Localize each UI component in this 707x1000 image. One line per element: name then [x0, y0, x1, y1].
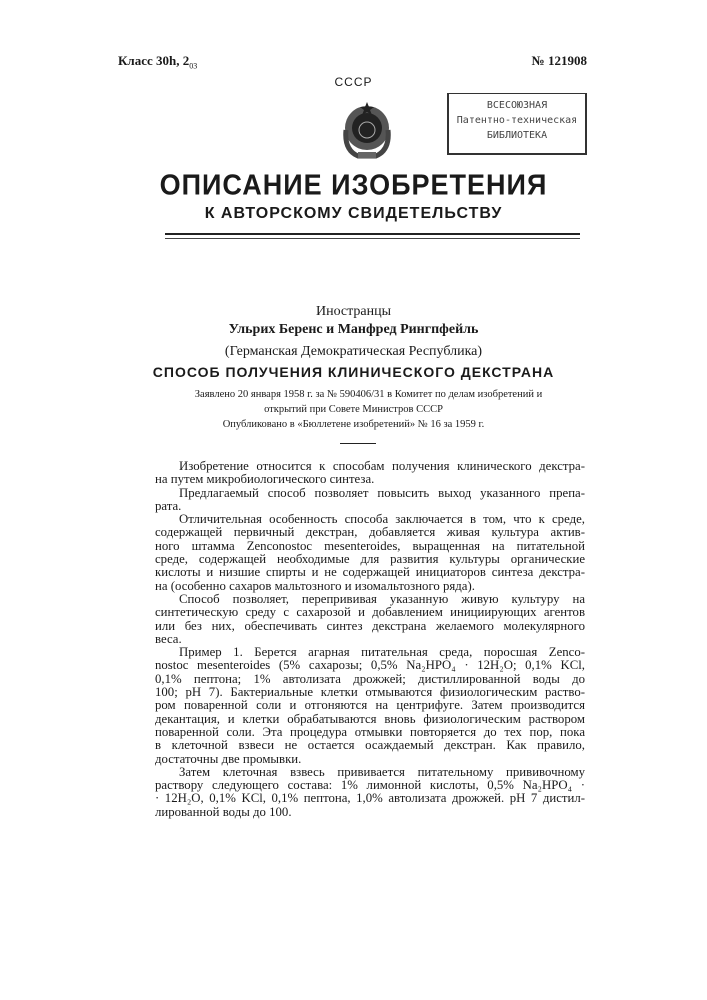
text-line: Отличительная особенность способа заключается в том, что к среде,: [155, 513, 585, 526]
paragraph: [155, 593, 585, 646]
text-line: среде, содержащей необходимые для развития культуры органические: [155, 553, 585, 566]
text-line: Способ позволяет, перепрививая указанную живую культуру на: [155, 593, 585, 606]
text-line: Затем клеточная взвесь прививается питательному прививочному: [155, 766, 585, 779]
authors-label: Иностранцы: [0, 304, 707, 320]
filing-info: открытий при Совете Министров СССР: [0, 404, 707, 415]
paragraph: [155, 766, 585, 819]
description-body: [155, 460, 585, 819]
text-line: раствору следующего состава: 1% лимонной кислоты, 0,5% Na₂HPO₄ ·: [155, 779, 585, 792]
stamp-line: ВСЕСОЮЗНАЯ: [449, 98, 585, 113]
stamp-line: Патентно-техническая: [449, 113, 585, 128]
author-names: Ульрих Беренс и Манфред Рингпфейль: [0, 322, 707, 338]
paragraph: [155, 487, 585, 514]
section-divider: [340, 443, 376, 444]
text-line: или без них, обеспечивать синтез декстрана желаемого молекулярного: [155, 620, 585, 633]
filing-info: Заявлено 20 января 1958 г. за № 590406/31 в Комитет по делам изобретений и: [0, 389, 707, 400]
text-line: ром поваренной соли и отгоняются на центрифуге. Затем производится: [155, 699, 585, 712]
class-label: [118, 53, 197, 71]
publication-info: Опубликовано в «Бюллетене изобретений» № 16 за 1959 г.: [0, 419, 707, 430]
country-label: СССР: [0, 75, 707, 89]
document-subtitle: К АВТОРСКОМУ СВИДЕТЕЛЬСТВУ: [0, 205, 707, 223]
text-line: · 12H₂O, 0,1% KCl, 0,1% пептона, 1,0% автолизата дрожжей. pH 7 дистил-: [155, 792, 585, 805]
header-divider: [165, 233, 580, 239]
paragraph: [155, 460, 585, 487]
text-line: на (особенно сахаров мальтозного и изомальтозного ряда).: [155, 580, 585, 593]
library-stamp: [447, 93, 587, 155]
text-line: содержащей первичный декстран, добавляется живая культура актив-: [155, 526, 585, 539]
invention-title: СПОСОБ ПОЛУЧЕНИЯ КЛИНИЧЕСКОГО ДЕКСТРАНА: [0, 364, 707, 380]
text-line: кислоты и низшие спирты и не содержащей инициаторов синтеза декстра-: [155, 566, 585, 579]
text-line: синтетическую среду с сахарозой и добавлением инициирующих агентов: [155, 606, 585, 619]
class-text: Класс 30h,: [118, 53, 180, 68]
text-line: Пример 1. Берется агарная питательная среда, поросшая Zenco-: [155, 646, 585, 659]
author-country: (Германская Демократическая Республика): [0, 344, 707, 360]
text-line: Предлагаемый способ позволяет повысить выход указанного препа-: [155, 487, 585, 500]
paragraph: [155, 646, 585, 766]
stamp-line: БИБЛИОТЕКА: [449, 128, 585, 143]
text-line: декантация, и клетки обрабатываются вновь физиологическим раствором: [155, 713, 585, 726]
text-line: лированной воды до 100.: [155, 806, 585, 819]
text-line: поваренной соли. Эта процедура отмывки повторяется до тех пор, пока: [155, 726, 585, 739]
text-line: достаточны две промывки.: [155, 753, 585, 766]
text-line: Изобретение относится к способам получения клинического декстра-: [155, 460, 585, 473]
text-line: nostoc mesenteroides (5% сахарозы; 0,5% Na₂HPO₄ · 12H₂O; 0,1% KCl,: [155, 659, 585, 672]
document-title: ОПИСАНИЕ ИЗОБРЕТЕНИЯ: [0, 169, 707, 202]
text-line: на путем микробиологического синтеза.: [155, 473, 585, 486]
paragraph: [155, 513, 585, 593]
text-line: в клеточной взвеси не остается осаждаемый декстран. Как правило,: [155, 739, 585, 752]
ussr-emblem-icon: [338, 100, 396, 162]
class-index: 2: [183, 53, 190, 68]
text-line: 100; pH 7). Бактериальные клетки отмываются физиологическим раство-: [155, 686, 585, 699]
class-subscript: 03: [189, 62, 197, 71]
text-line: рата.: [155, 500, 585, 513]
text-line: веса.: [155, 633, 585, 646]
text-line: ного штамма Zenconostoc mesenteroides, выращенная на питательной: [155, 540, 585, 553]
patent-number: № 121908: [532, 53, 587, 69]
text-line: 0,1% пептона; 1% автолизата дрожжей; дистиллированной воды до: [155, 673, 585, 686]
